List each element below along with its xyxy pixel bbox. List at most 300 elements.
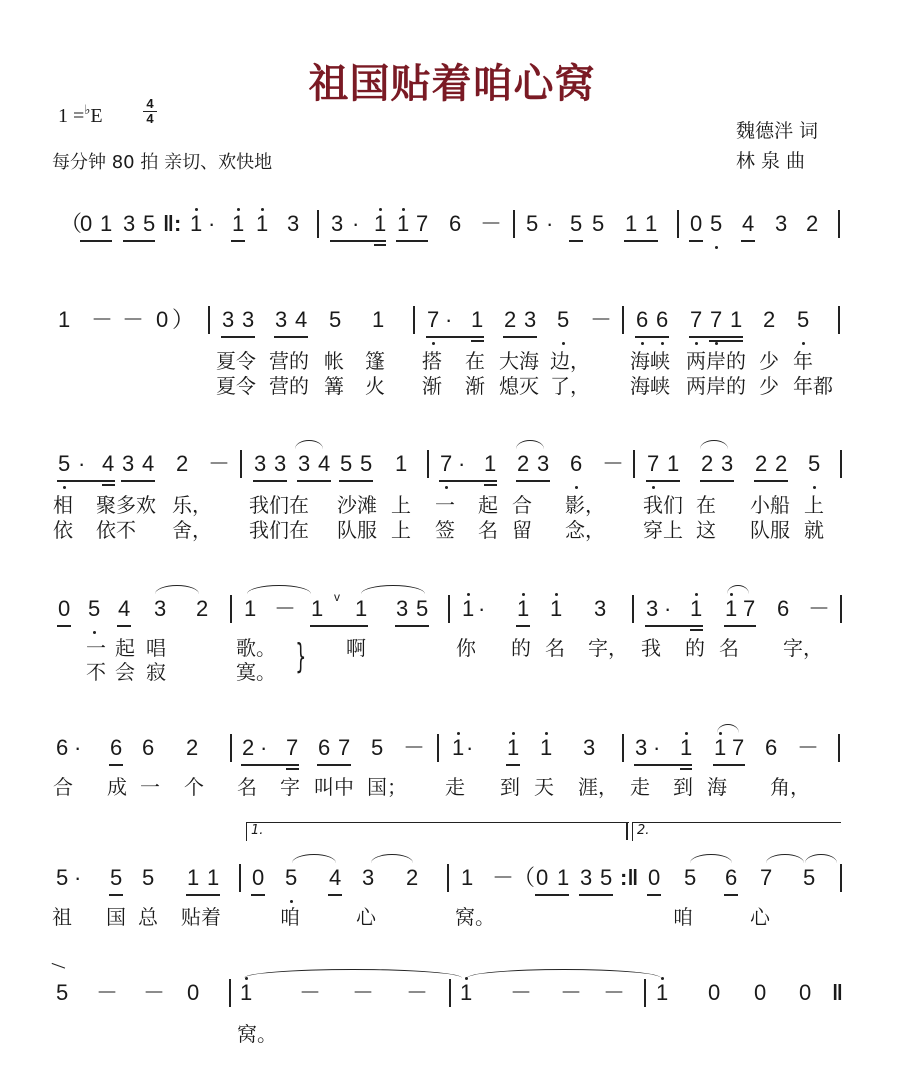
dash: －: [352, 980, 375, 1005]
lyric: 字，: [783, 636, 823, 660]
staff-row-5: [0, 730, 904, 770]
note: 5: [684, 865, 697, 890]
lyric: 起: [115, 636, 135, 660]
lyric: 名: [237, 775, 257, 799]
note: 5: [371, 735, 384, 760]
note: 1: [452, 736, 464, 760]
note: 1: [690, 597, 702, 621]
lyric: 的: [511, 636, 531, 660]
first-ending-bracket: [246, 822, 629, 841]
lyric: 咱: [673, 905, 693, 929]
dash: －: [590, 307, 613, 332]
note: 3: [287, 211, 300, 236]
lyric: 的: [685, 636, 705, 660]
note: 1: [625, 211, 638, 236]
note: 1: [645, 211, 658, 236]
note: 3: [721, 451, 734, 476]
dash: －: [797, 735, 820, 760]
note: 5: [416, 596, 429, 621]
dash: －: [122, 307, 145, 332]
lyric: 名: [719, 636, 739, 660]
lyric: 祖: [52, 905, 72, 929]
lyric: 渐: [465, 374, 485, 398]
note: 1: [311, 596, 324, 621]
lyric: 天: [534, 775, 554, 799]
note: 1: [395, 451, 408, 476]
note: 0: [690, 211, 703, 236]
lyric: 年都: [793, 374, 833, 398]
note: 4: [142, 451, 155, 476]
flat-sign: ♭: [84, 102, 91, 117]
note: 1: [462, 597, 474, 621]
note: 1: [471, 307, 484, 332]
lyric: 夏令: [216, 374, 256, 398]
lyric: 聚多欢: [96, 493, 156, 517]
dash: －: [403, 735, 426, 760]
octave-dot-above: [661, 977, 664, 980]
note: 6: [110, 735, 123, 760]
note: 0: [156, 307, 169, 332]
rest: 0: [754, 980, 767, 1005]
lyric: 少: [759, 374, 779, 398]
lyric: 名: [545, 636, 565, 660]
note: 7: [732, 735, 745, 760]
lyric: 大海: [499, 349, 539, 373]
note: （: [60, 211, 83, 236]
note: 4: [118, 596, 131, 621]
note: 2: [196, 596, 209, 621]
lyric: 小船: [750, 493, 790, 517]
lyric: 上: [391, 493, 411, 517]
breath-mark: v: [334, 590, 340, 604]
note: 2: [517, 451, 530, 476]
lyric: 角，: [770, 775, 810, 799]
lyric: 穿上: [643, 518, 683, 542]
lyric-brace: }: [295, 637, 307, 677]
note: 1: [714, 736, 726, 760]
note: 1: [656, 981, 668, 1005]
note: 3: [396, 596, 409, 621]
dash: －: [91, 307, 114, 332]
note: 2: [775, 451, 788, 476]
note: 5: [570, 211, 583, 236]
note: 1: [256, 212, 268, 236]
lyric: 相: [53, 493, 73, 517]
note: 7: [743, 596, 756, 621]
lyric: 叫中: [314, 775, 354, 799]
dot: ·: [664, 596, 672, 621]
lyric: 签: [435, 518, 455, 542]
dot: ·: [546, 211, 554, 236]
lyric: 我们在: [249, 493, 309, 517]
dash: －: [480, 211, 503, 236]
note: 5: [56, 865, 69, 890]
octave-dot-above: [261, 208, 264, 211]
note: 3: [254, 451, 267, 476]
note: 0: [536, 865, 549, 890]
song-title: 祖国贴着咱心窝: [308, 61, 596, 107]
note: 1: [667, 451, 680, 476]
lyric: 总: [138, 905, 158, 929]
lyric: 个: [184, 775, 204, 799]
staff-row-2: [0, 302, 904, 342]
lyric: 字，: [588, 636, 628, 660]
note: 5: [557, 307, 570, 332]
lyric: 上: [804, 493, 824, 517]
credits: [736, 116, 818, 176]
octave-dot-above: [465, 977, 468, 980]
note: 5: [360, 451, 373, 476]
lyric: 在: [696, 493, 716, 517]
note: 5: [600, 865, 613, 890]
lyric: 国: [106, 905, 126, 929]
lyric: 营的: [269, 349, 309, 373]
lyric: 成: [107, 775, 127, 799]
lyric: 合: [53, 775, 73, 799]
note: 3: [362, 865, 375, 890]
lyric: 搭: [422, 349, 442, 373]
lyric: 了，: [550, 374, 590, 398]
note: 7: [760, 865, 773, 890]
note: 3: [646, 596, 659, 621]
octave-dot-above: [512, 732, 515, 735]
octave-dot-above: [719, 732, 722, 735]
note: 1: [207, 865, 220, 890]
note: 7: [286, 735, 299, 760]
lyric: 走: [630, 775, 650, 799]
lyric: 舍，: [172, 518, 212, 542]
lyric: 营的: [269, 374, 309, 398]
volta-1-label: 1.: [251, 823, 264, 838]
lyric: 篝: [324, 374, 344, 398]
note: 7: [710, 307, 723, 332]
dot: ·: [445, 307, 453, 332]
lyric: 我: [641, 636, 661, 660]
staff-row-6: [0, 860, 904, 900]
staff-row-1: [0, 206, 904, 246]
lyric: 一: [140, 775, 160, 799]
note: 3: [580, 865, 593, 890]
lyric: 涯，: [578, 775, 618, 799]
note: 7: [440, 451, 453, 476]
note: 1: [374, 212, 386, 236]
note: 7: [690, 307, 703, 332]
dash: －: [602, 451, 625, 476]
staff-row-7: [0, 975, 904, 1015]
note: 1: [484, 451, 497, 476]
lyric: 海峡: [630, 349, 670, 373]
note: 2: [406, 865, 419, 890]
note: 1: [355, 596, 368, 621]
lyric: 心: [750, 905, 770, 929]
lyric: 窝。: [455, 905, 495, 929]
note: 5: [803, 865, 816, 890]
lyric: 到: [673, 775, 693, 799]
lyric: 边，: [550, 349, 590, 373]
note: 5: [592, 211, 605, 236]
note: 3: [222, 307, 235, 332]
rest: 0: [708, 980, 721, 1005]
key-note: E: [90, 105, 103, 127]
dot: ·: [478, 596, 486, 621]
note: 3: [154, 596, 167, 621]
dot: ·: [74, 735, 82, 760]
lyric: 歌。: [236, 636, 276, 660]
note: 3: [242, 307, 255, 332]
note: 3: [635, 735, 648, 760]
lyric: 依不: [96, 518, 136, 542]
note: 5: [797, 307, 810, 332]
tempo-marking: 每分钟 80 拍 亲切、欢快地: [52, 152, 273, 173]
lyric: 帐: [324, 349, 344, 373]
lyric: 咱: [280, 905, 300, 929]
note: 6: [777, 596, 790, 621]
octave-dot-above: [685, 732, 688, 735]
dash: －: [492, 865, 515, 890]
lyric: 窝。: [237, 1022, 277, 1046]
dot: ·: [208, 211, 216, 236]
lyric: 两岸的: [686, 374, 746, 398]
note: 1: [557, 865, 570, 890]
lyric: 一: [435, 493, 455, 517]
note: 0: [252, 865, 265, 890]
lyric: 留: [512, 518, 532, 542]
lyric: 在: [465, 349, 485, 373]
octave-dot-above: [555, 593, 558, 596]
note: 1: [550, 597, 562, 621]
note: 4: [329, 865, 342, 890]
lyric: 合: [512, 493, 532, 517]
octave-dot-above: [457, 732, 460, 735]
note: 3: [274, 451, 287, 476]
note: 1: [372, 307, 385, 332]
second-ending-bracket: [632, 822, 841, 841]
note: 1: [240, 981, 252, 1005]
note: 5: [285, 865, 298, 890]
dot: ·: [458, 451, 466, 476]
note: 5: [526, 211, 539, 236]
note: 3: [775, 211, 788, 236]
note: 6: [570, 451, 583, 476]
note: 3: [331, 211, 344, 236]
lyric: 海峡: [630, 374, 670, 398]
note: 6: [56, 735, 69, 760]
note: 3: [524, 307, 537, 332]
time-sig-top: 4: [146, 96, 154, 111]
note: 7: [427, 307, 440, 332]
octave-dot-above: [245, 977, 248, 980]
lyric: 你: [456, 636, 476, 660]
note: 0: [648, 865, 661, 890]
note: 2: [242, 735, 255, 760]
note: 2: [806, 211, 819, 236]
lyric: 不: [86, 660, 106, 684]
note: 5: [329, 307, 342, 332]
lyric: 唱: [146, 636, 166, 660]
lyric: 走: [445, 775, 465, 799]
note: 5: [56, 980, 69, 1005]
octave-dot-above: [730, 593, 733, 596]
lyric: 啊: [346, 636, 366, 660]
note: 6: [318, 735, 331, 760]
note: 3: [275, 307, 288, 332]
note: 6: [142, 735, 155, 760]
lyric: 会: [115, 660, 135, 684]
note: 1: [680, 736, 692, 760]
dash: －: [143, 980, 166, 1005]
note: 0: [80, 211, 93, 236]
dash: －: [406, 980, 429, 1005]
paren: ）: [172, 307, 195, 332]
dash: －: [96, 980, 119, 1005]
note: 1: [507, 736, 519, 760]
lyric: 字: [280, 775, 300, 799]
note: 5: [143, 211, 156, 236]
note: 6: [636, 307, 649, 332]
staff-row-3: [0, 446, 904, 486]
lyric: 这: [696, 518, 716, 542]
note: 1: [461, 865, 474, 890]
note: 3: [123, 211, 136, 236]
dot: ·: [653, 735, 661, 760]
note: 4: [295, 307, 308, 332]
note: 5: [808, 451, 821, 476]
lyric: 沙滩: [337, 493, 377, 517]
repeat-end: :‖: [620, 865, 639, 890]
lyric: 贴着: [181, 905, 221, 929]
note: 5: [88, 596, 101, 621]
note: 3: [122, 451, 135, 476]
lyric: 我们: [643, 493, 683, 517]
note: 0: [187, 980, 200, 1005]
note: 0: [58, 596, 71, 621]
composer: 林 泉 曲: [735, 150, 806, 172]
note: 4: [742, 211, 755, 236]
lyric: 起: [478, 493, 498, 517]
lyric: 到: [500, 775, 520, 799]
octave-dot-above: [379, 208, 382, 211]
lyric: 熄灭: [499, 374, 539, 398]
lyricist: 魏德泮 词: [735, 120, 818, 142]
note: 5: [110, 865, 123, 890]
lyric: 年: [793, 349, 813, 373]
note: 5: [58, 451, 71, 476]
final-barline: ‖: [832, 980, 843, 1005]
note: 1: [540, 736, 552, 760]
lyric: 国；: [367, 775, 407, 799]
repeat-start: ‖:: [163, 211, 182, 236]
lyric: 队服: [337, 518, 377, 542]
note: 1: [232, 212, 244, 236]
lyric: 队服: [750, 518, 790, 542]
note: 5: [340, 451, 353, 476]
note: 6: [449, 211, 462, 236]
octave-dot-above: [522, 593, 525, 596]
octave-dot-above: [695, 593, 698, 596]
lyric: 依: [53, 518, 73, 542]
octave-dot-above: [467, 593, 470, 596]
note: 2: [755, 451, 768, 476]
note: 2: [186, 735, 199, 760]
dash: －: [510, 980, 533, 1005]
lyric: 寂: [146, 660, 166, 684]
time-sig-bottom: 4: [146, 111, 154, 126]
paren: （: [513, 865, 536, 890]
time-signature: [143, 98, 157, 125]
note: 1: [58, 307, 71, 332]
dash: －: [299, 980, 322, 1005]
lyric: 少: [759, 349, 779, 373]
key-label: 1 =: [58, 105, 85, 127]
note: 2: [763, 307, 776, 332]
note: 1: [190, 212, 202, 236]
note: 2: [504, 307, 517, 332]
note: 4: [318, 451, 331, 476]
octave-dot-above: [402, 208, 405, 211]
volta-2-label: 2.: [637, 823, 650, 838]
dot: ·: [78, 451, 86, 476]
lyric: 渐: [422, 374, 442, 398]
note: 1: [100, 211, 113, 236]
lyric: 就: [804, 518, 824, 542]
lyric: 篷: [365, 349, 385, 373]
dash: －: [208, 451, 231, 476]
note: 4: [102, 451, 115, 476]
dash: －: [274, 596, 297, 621]
lyric: 影，: [565, 493, 605, 517]
lyric: 海: [707, 775, 727, 799]
lyric: 上: [391, 518, 411, 542]
staff-row-4: [0, 591, 904, 631]
dot: ·: [260, 735, 268, 760]
dash: －: [808, 596, 831, 621]
rest: 0: [799, 980, 812, 1005]
note: 1: [725, 597, 737, 621]
note: 6: [656, 307, 669, 332]
note: 1: [244, 596, 257, 621]
note: 3: [583, 735, 596, 760]
note: 3: [594, 596, 607, 621]
note: 5: [142, 865, 155, 890]
lyric: 我们在: [249, 518, 309, 542]
dot: ·: [74, 865, 82, 890]
lyric: 寞。: [236, 660, 276, 684]
lyric: 名: [478, 518, 498, 542]
lyric: 两岸的: [686, 349, 746, 373]
note: 2: [176, 451, 189, 476]
note: 7: [416, 211, 429, 236]
lyric: 一: [86, 636, 106, 660]
lyric: 念，: [565, 518, 605, 542]
note: 1: [730, 307, 743, 332]
note: 6: [765, 735, 778, 760]
note: 1: [187, 865, 200, 890]
dash: －: [560, 980, 583, 1005]
key-signature: [58, 102, 103, 128]
note: 7: [647, 451, 660, 476]
lyric: 火: [365, 374, 385, 398]
note: 7: [338, 735, 351, 760]
note: 6: [725, 865, 738, 890]
octave-dot-above: [237, 208, 240, 211]
note: 1: [397, 212, 409, 236]
dash: －: [603, 980, 626, 1005]
lyric: 乐，: [172, 493, 212, 517]
lyric: 夏令: [216, 349, 256, 373]
note: 2: [701, 451, 714, 476]
octave-dot-above: [545, 732, 548, 735]
note: 5: [710, 211, 723, 236]
